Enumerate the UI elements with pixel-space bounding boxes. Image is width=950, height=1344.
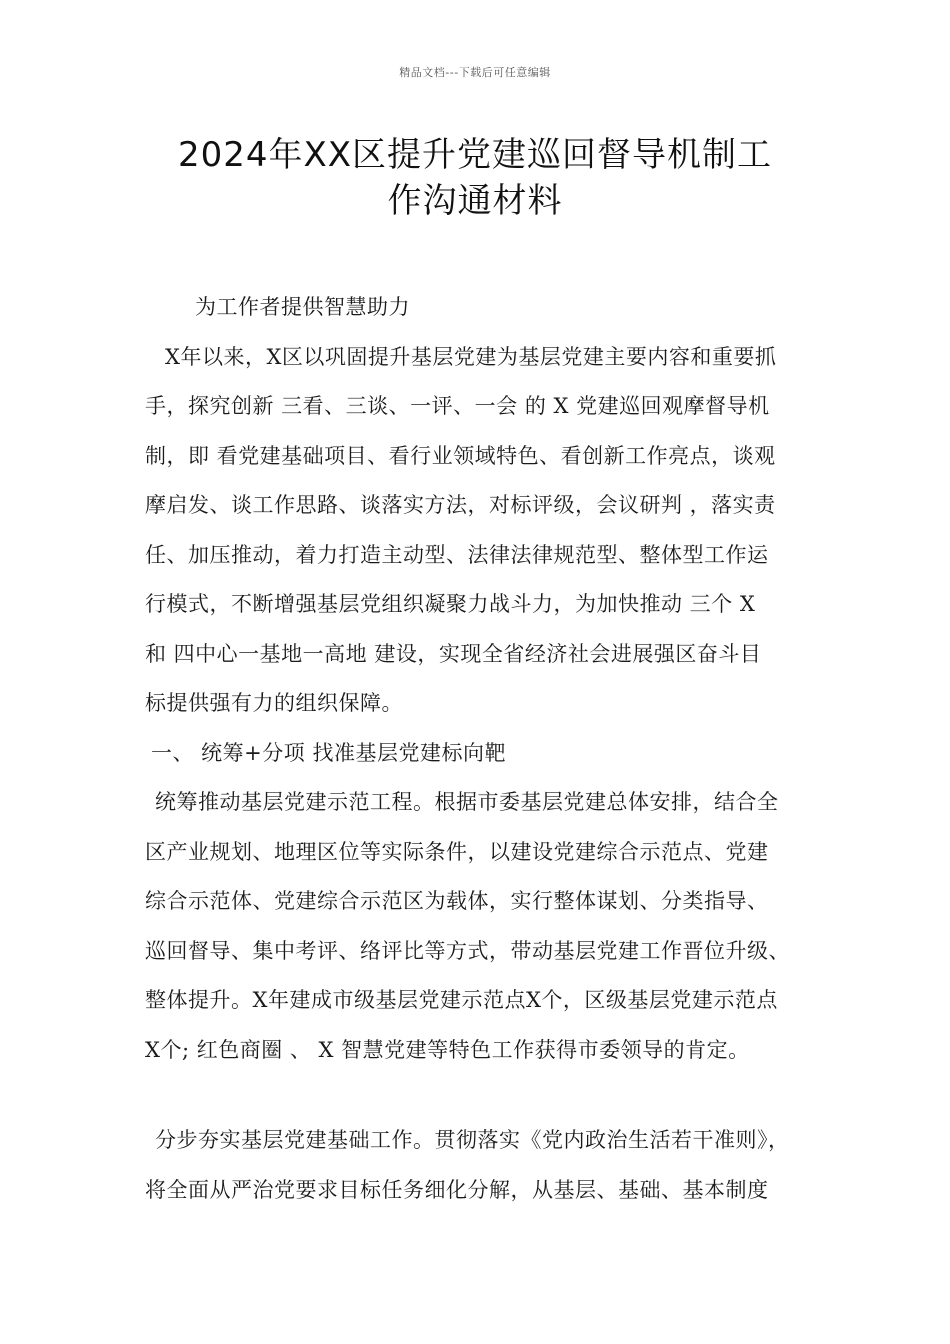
header-note: 精品文档---下载后可任意编辑	[399, 66, 551, 79]
paragraph	[145, 283, 815, 333]
paragraph	[145, 729, 815, 779]
text-line: 为工作者提供智慧助力	[195, 295, 410, 319]
text-line: 区产业规划、地理区位等实际条件，以建设党建综合示范点、党建	[145, 839, 769, 864]
text-line: 综合示范体、党建综合示范区为载体，实行整体谋划、分类指导、	[145, 889, 769, 913]
text-line: 手，探究创新 三看、三谈、一评、一会 的 X 党建巡回观摩督导机	[145, 394, 770, 418]
text-line: 摩启发、谈工作思路、谈落实方法，对标评级，会议研判 ，落实责	[145, 493, 776, 517]
text-line: 分步夯实基层党建基础工作。贯彻落实《党内政治生活若干准则》，	[155, 1128, 790, 1152]
text-line: 任、加压推动，着力打造主动型、法律法律规范型、整体型工作运	[145, 542, 769, 567]
document-title	[120, 132, 830, 224]
paragraph-gap	[145, 1075, 815, 1116]
text-line: 一、 统筹+分项 找准基层党建标向靶	[151, 740, 506, 765]
text-line: 标提供强有力的组织保障。	[145, 691, 403, 715]
text-line: 行模式，不断增强基层党组织凝聚力战斗力，为加快推动 三个 X	[145, 592, 756, 616]
text-line: 将全面从严治党要求目标任务细化分解，从基层、基础、基本制度	[145, 1177, 769, 1202]
text-line: 巡回督导、集中考评、络评比等方式，带动基层党建工作晋位升级、	[145, 938, 790, 963]
title-line: 作沟通材料	[387, 181, 563, 221]
paragraph	[145, 1116, 815, 1215]
paragraph	[145, 778, 815, 1075]
text-line: X年以来，X区以巩固提升基层党建为基层党建主要内容和重要抓	[165, 344, 777, 369]
text-line: 统筹推动基层党建示范工程。根据市委基层党建总体安排，结合全	[155, 790, 779, 814]
paragraph	[145, 333, 815, 729]
text-line: 制，即 看党建基础项目、看行业领域特色、看创新工作亮点，谈观	[145, 443, 776, 468]
text-line: X个; 红色商圈 、 X 智慧党建等特色工作获得市委领导的肯定。	[145, 1037, 750, 1062]
title-line: 2024年XX区提升党建巡回督导机制工	[177, 135, 773, 175]
text-line: 和 四中心一基地一高地 建设，实现全省经济社会进展强区奋斗目	[145, 641, 762, 666]
text-line: 整体提升。X年建成市级基层党建示范点X个，区级基层党建示范点	[145, 988, 778, 1012]
document-body	[145, 283, 815, 1215]
